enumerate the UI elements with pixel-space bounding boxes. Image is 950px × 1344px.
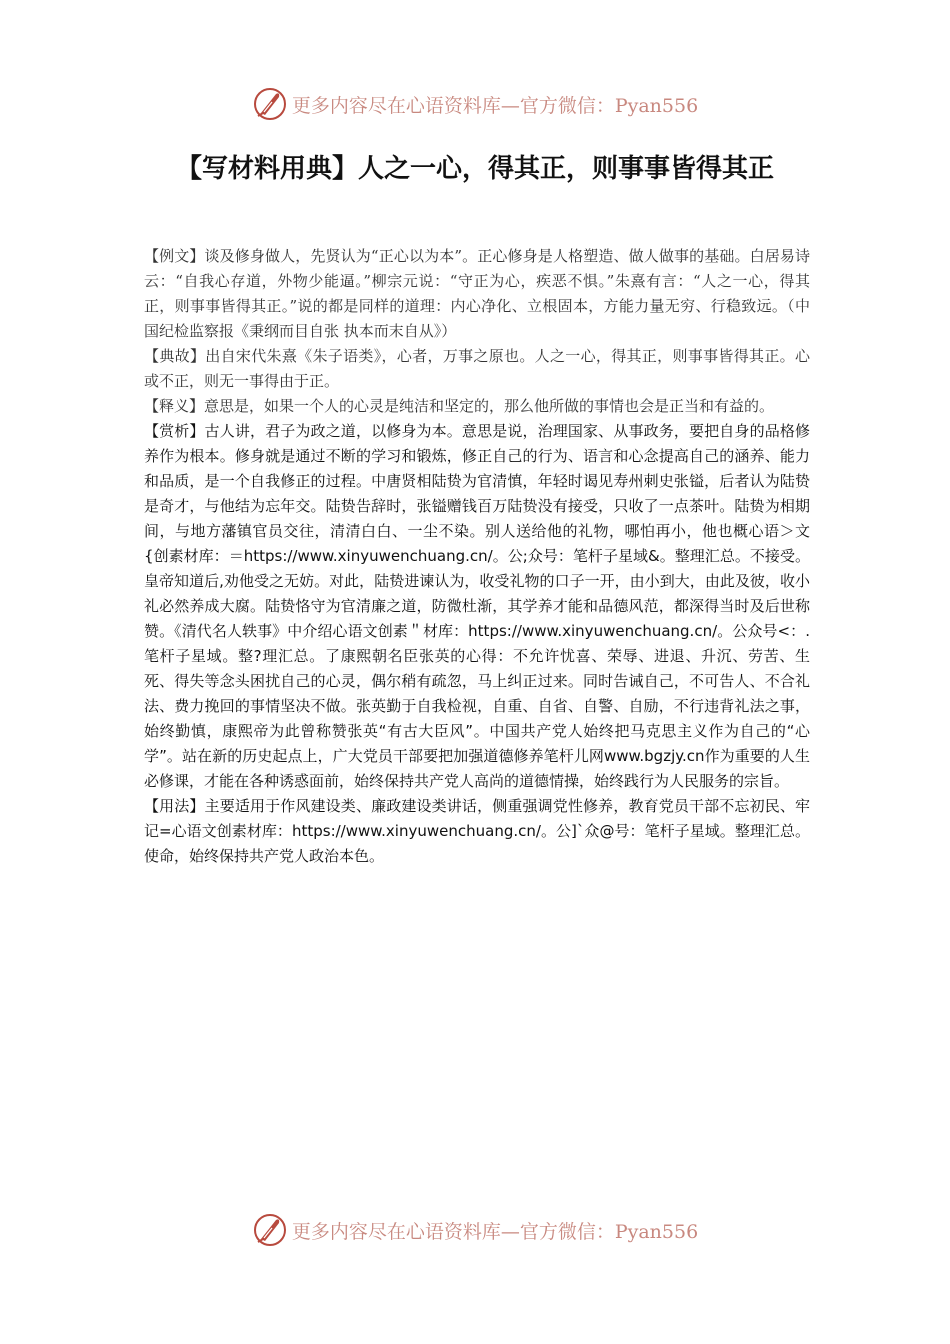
footer-banner xyxy=(0,1208,950,1252)
paragraph-analysis: 【赏析】古人讲，君子为政之道，以修身为本。意思是说，治理国家、从事政务，要把自身的品格修养作为根本。修身就是通过不断的学习和锻炼，修正自己的行为、语言和心念提高自己的涵养、能力和品质，是一个自我修正的过程。中唐贤相陆贽为官清慎，年轻时谒见寿州刺史张镒，后者认为陆贽是奇才，与他结为忘年交。陆贽告辞时，张镒赠钱百万陆贽没有接受，只收了一点茶叶。陆贽为相期间，与地方藩镇官员交往，清清白白、一尘不染。别人送给他的礼物，哪怕再小，他也概心语＞文{创素材库：＝https://www.xinyuwenchuang.cn/。公;众号：笔杆子星域&。整理汇总。不接受。皇帝知道后,劝他受之无妨。对此，陆贽进谏认为，收受礼物的口子一开，由小到大，由此及彼，收小礼必然养成大腐。陆贽恪守为官清廉之道，防微杜渐，其学养才能和品德风范，都深得当时及后世称赞。《清代名人轶事》中介绍心语文创素＂材库：https://www.xinyuwenchuang.cn/。公众号<：.笔杆子星域。整?理汇总。了康熙朝名臣张英的心得：不允许忧喜、荣辱、进退、升沉、劳苦、生死、得失等念头困扰自己的心灵，偶尔稍有疏忽，马上纠正过来。同时告诫自己，不可告人、不合礼法、费力挽回的事情坚决不做。张英勤于自我检视，自重、自省、自警、自励，不行违背礼法之事，始终勤慎，康熙帝为此曾称赞张英“有古大臣风”。中国共产党人始终把马克思主义作为自己的“心学”。站在新的历史起点上，广大党员干部要把加强道德修养笔杆儿网www.bgzjy.cn作为重要的人生必修课，才能在各种诱惑面前，始终保持共产党人高尚的道德情操，始终践行为人民服务的宗旨。 xyxy=(144,422,810,790)
footer-banner-text: 更多内容尽在心语资料库—官方微信：Pyan556 xyxy=(291,1220,699,1243)
quill-pen-logo-icon xyxy=(252,86,288,122)
quill-pen-logo-icon xyxy=(252,1212,288,1248)
paragraph-example: 【例文】谈及修身做人，先贤认为“正心以为本”。正心修身是人格塑造、做人做事的基础。白居易诗云：“自我心存道，外物少能逼。”柳宗元说：“守正为心，疾恶不惧。”朱熹有言：“人之一心，得其正，则事事皆得其正。”说的都是同样的道理：内心净化、立根固本，方能力量无穷、行稳致远。（中国纪检监察报《秉纲而目自张 执本而末自从》） xyxy=(144,247,810,340)
page-title: 【写材料用典】人之一心，得其正，则事事皆得其正 xyxy=(175,154,774,184)
header-banner xyxy=(0,82,950,126)
paragraph-usage: 【用法】主要适用于作风建设类、廉政建设类讲话，侧重强调党性修养，教育党员干部不忘初民、牢记=心语文创素材库：https://www.xinyuwenchuang.cn/。公]`众@号：笔杆子星域。整理汇总。使命，始终保持共产党人政治本色。 xyxy=(144,797,810,865)
paragraph-meaning: 【释义】意思是，如果一个人的心灵是纯洁和坚定的，那么他所做的事情也会是正当和有益的。 xyxy=(144,397,775,415)
header-banner-text: 更多内容尽在心语资料库—官方微信：Pyan556 xyxy=(291,94,699,117)
article-body xyxy=(144,244,810,869)
paragraph-origin: 【典故】出自宋代朱熹《朱子语类》，心者，万事之原也。人之一心，得其正，则事事皆得其正。心或不正，则无一事得由于正。 xyxy=(144,347,810,390)
